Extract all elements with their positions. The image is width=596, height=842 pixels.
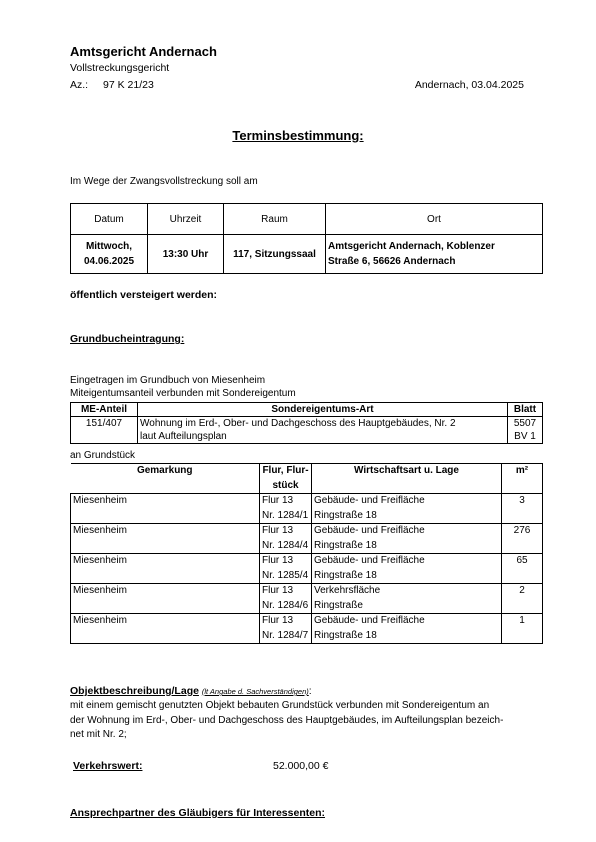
intro-text: Im Wege der Zwangsvollstreckung soll am [70,176,258,187]
flur: Flur 13 [262,525,294,536]
flurstueck-nr: Nr. 1284/4 [262,539,309,551]
object-line-3: net mit Nr. 2; [70,729,127,740]
land-table-body [71,494,543,644]
object-description-heading [70,685,312,697]
header-room: Raum [224,204,326,235]
flur: Flur 13 [262,495,294,506]
location: Ringstraße 18 [314,629,377,641]
flur-nr [260,524,312,554]
location: Ringstraße [314,599,363,611]
gemarkung: Miesenheim [71,554,260,584]
land-row [71,614,543,644]
appointment-room: 117, Sitzungssaal [224,235,326,274]
appointment-header-row [71,204,543,235]
location: Ringstraße 18 [314,569,377,581]
gemarkung: Miesenheim [71,494,260,524]
object-line-2: der Wohnung im Erd-, Ober- und Dachgeschoss des Hauptgebäudes, im Aufteilungsplan bezeich- [70,714,504,726]
flur-nr [260,614,312,644]
land-table [70,463,543,644]
document-title: Terminsbestimmung: [232,128,364,143]
usage: Gebäude- und Freifläche [314,555,425,566]
place-line-2: Straße 6, 56626 Andernach [328,256,456,267]
header-flur-line-2: stück [272,479,299,491]
an-grundstueck-label: an Grundstück [70,450,136,461]
flur-nr [260,584,312,614]
usage-location [312,494,502,524]
usage: Verkehrsfläche [314,585,381,596]
co-ownership-header-row [71,403,543,417]
place-line-1: Amtsgericht Andernach, Koblenzer [328,241,495,252]
court-subtitle: Vollstreckungsgericht [70,62,170,74]
special-ownership-type [138,417,508,444]
land-row [71,584,543,614]
flurstueck-nr: Nr. 1284/6 [262,599,309,611]
flur-nr [260,554,312,584]
header-usage: Wirtschaftsart u. Lage [312,464,502,494]
flurstueck-nr: Nr. 1284/1 [262,509,309,521]
appointment-time: 13:30 Uhr [148,235,224,274]
ownership-type-line-2: laut Aufteilungsplan [140,431,227,442]
sheet-number [508,417,543,444]
gemarkung: Miesenheim [71,524,260,554]
date-value: 04.06.2025 [83,256,135,267]
object-line-1: mit einem gemischt genutzten Objekt bebauten Grundstück verbunden mit Sondereigentum an [70,700,490,711]
gemarkung: Miesenheim [71,614,260,644]
object-heading-note: (lt Angabe d. Sachverständigen) [201,687,309,696]
header-flur [260,464,312,494]
sheet-line-2: BV 1 [514,431,536,442]
grundbuch-line-2: Miteigentumsanteil verbunden mit Sondereigentum [70,388,296,399]
market-value-label: Verkehrswert: [73,760,143,772]
area-m2: 3 [502,494,543,524]
location: Ringstraße 18 [314,509,377,521]
place-date: Andernach, 03.04.2025 [414,79,524,91]
land-row [71,494,543,524]
court-name: Amtsgericht Andernach [70,44,217,59]
header-date: Datum [71,204,148,235]
sheet-line-1: 5507 [513,418,537,429]
ownership-type-line-1: Wohnung im Erd-, Ober- und Dachgeschoss des Hauptgebäudes, Nr. 2 [140,418,456,429]
appointment-place [326,235,543,274]
usage-location [312,524,502,554]
flurstueck-nr: Nr. 1285/4 [262,569,309,581]
area-m2: 65 [502,554,543,584]
date-weekday: Mittwoch, [85,241,133,252]
me-share: 151/407 [71,417,138,444]
usage-location [312,614,502,644]
flur: Flur 13 [262,585,294,596]
land-row [71,524,543,554]
flurstueck-nr: Nr. 1284/7 [262,629,309,641]
case-number-label: Az.: [70,79,89,91]
gemarkung: Miesenheim [71,584,260,614]
auction-text: öffentlich versteigert werden: [70,289,218,301]
usage-location [312,554,502,584]
header-time: Uhrzeit [148,204,224,235]
header-sheet: Blatt [508,403,543,417]
usage: Gebäude- und Freifläche [314,525,425,536]
area-m2: 1 [502,614,543,644]
land-header-row [71,464,543,494]
flur: Flur 13 [262,615,294,626]
location: Ringstraße 18 [314,539,377,551]
header-gemarkung: Gemarkung [71,464,260,494]
area-m2: 276 [502,524,543,554]
appointment-date [71,235,148,274]
flur-nr [260,494,312,524]
usage-location [312,584,502,614]
grundbuch-line-1: Eingetragen im Grundbuch von Miesenheim [70,375,266,386]
co-ownership-row [71,417,543,444]
market-value: 52.000,00 € [273,760,329,772]
contact-heading: Ansprechpartner des Gläubigers für Interessenten: [70,807,325,819]
header-flur-line-1: Flur, Flur- [262,465,309,476]
co-ownership-table [70,402,543,444]
grundbuch-heading: Grundbucheintragung: [70,333,185,345]
appointment-table [70,203,543,274]
object-description [70,699,545,743]
usage: Gebäude- und Freifläche [314,615,425,626]
appointment-row [71,235,543,274]
header-me-share: ME-Anteil [71,403,138,417]
header-place: Ort [326,204,543,235]
usage: Gebäude- und Freifläche [314,495,425,506]
object-heading-text: Objektbeschreibung/Lage [70,685,199,697]
header-special-ownership: Sondereigentums-Art [138,403,508,417]
object-heading-colon: : [308,685,312,697]
header-area: m² [502,464,543,494]
case-number: 97 K 21/23 [103,79,154,91]
area-m2: 2 [502,584,543,614]
land-row [71,554,543,584]
flur: Flur 13 [262,555,294,566]
